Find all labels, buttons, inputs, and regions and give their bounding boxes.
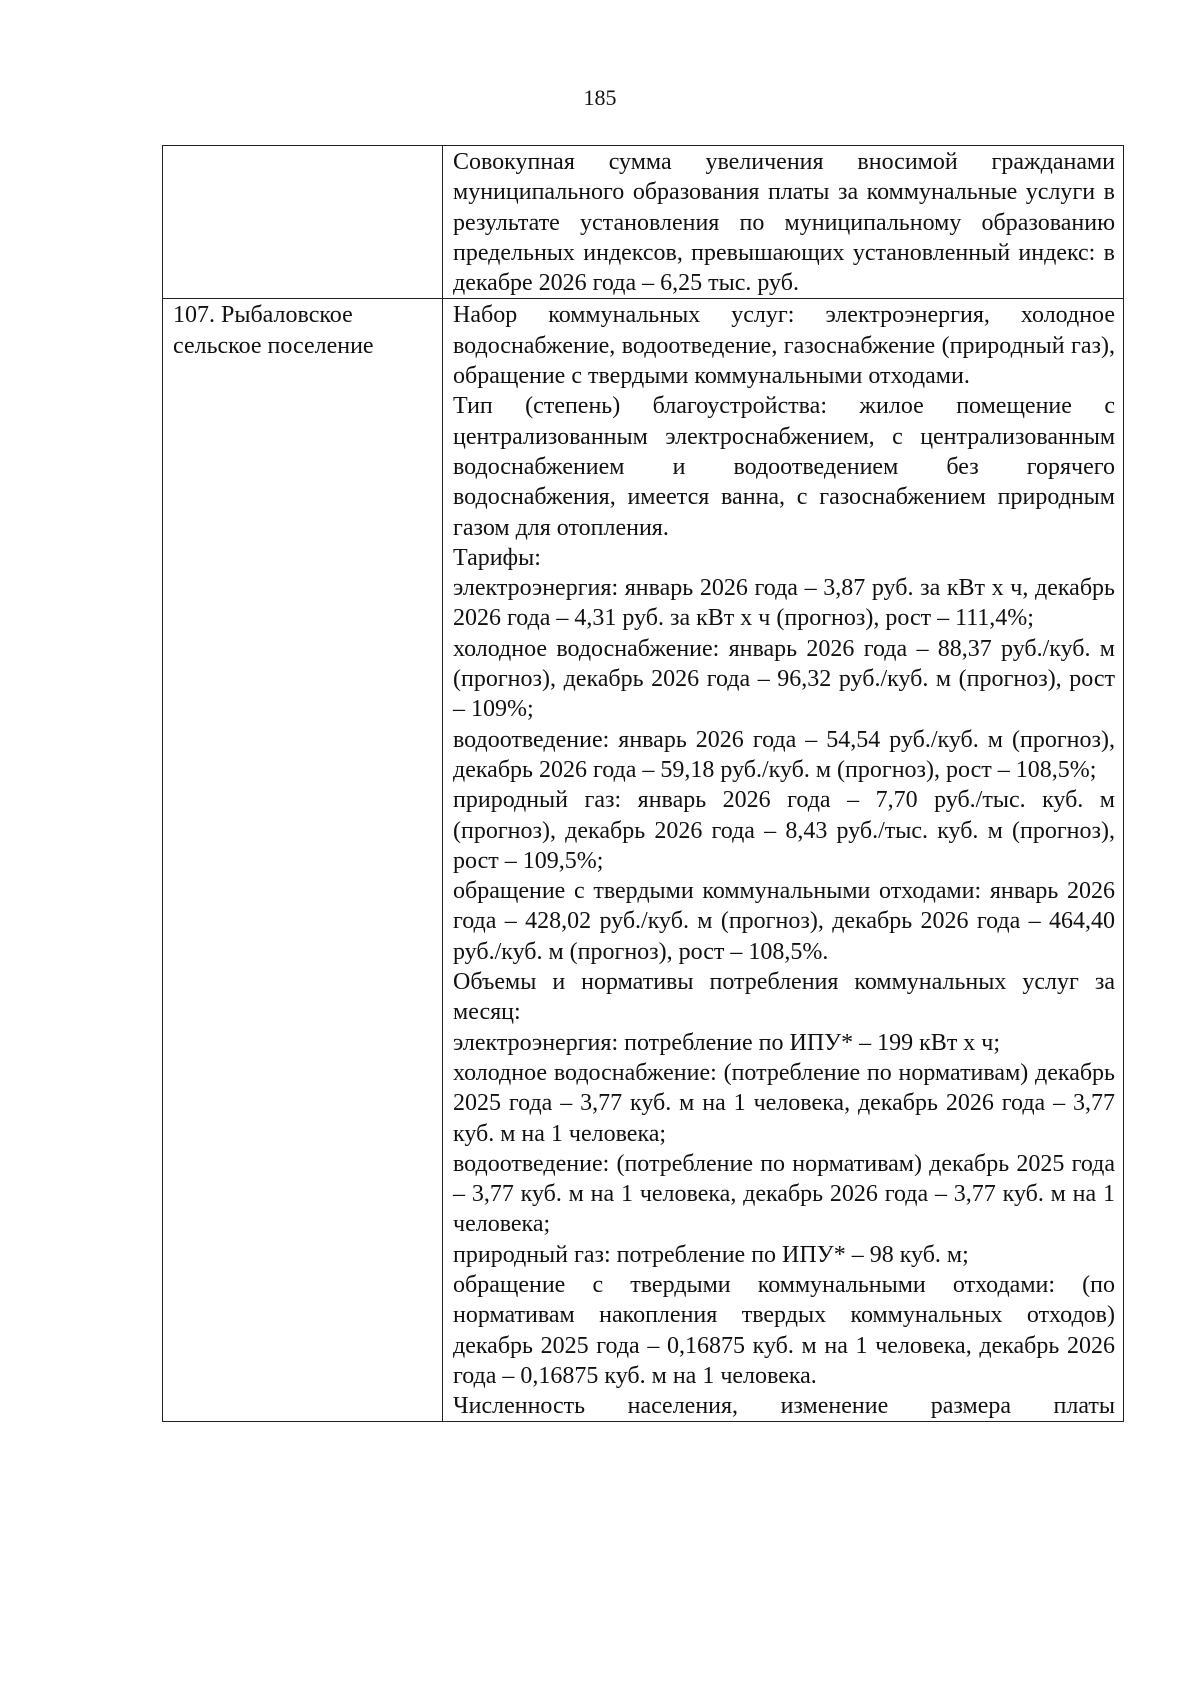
paragraph: Тарифы: (453, 544, 541, 571)
paragraph: Совокупная сумма увеличения вносимой гражданами муниципального образования платы за коммунальные услуги в результате установления по муниципальному образованию предельных индексов, превышающих установленный индекс: в декабре 2026 года – 6,25 тыс. руб. (453, 149, 1115, 297)
paragraph: электроэнергия: потребление по ИПУ* – 199 кВт х ч; (453, 1029, 1001, 1056)
paragraph: природный газ: потребление по ИПУ* – 98 куб. м; (453, 1241, 969, 1268)
municipality-cell (163, 146, 443, 299)
paragraph: обращение с твердыми коммунальными отходами: (по нормативам накопления твердых коммунальных отходов) декабрь 2025 года – 0,16875 куб. м на 1 человека, декабрь 2026 года – 0,16875 куб. м на 1 человека. (453, 1271, 1115, 1389)
description-cell (443, 299, 1124, 1422)
paragraph: Численность населения, изменение размера платы (453, 1393, 1115, 1420)
table-row (163, 146, 1124, 299)
paragraph: Объемы и нормативы потребления коммунальных услуг за месяц: (453, 969, 1115, 1026)
paragraph: электроэнергия: январь 2026 года – 3,87 руб. за кВт х ч, декабрь 2026 года – 4,31 руб. за кВт х ч (прогноз), рост – 111,4%; (453, 575, 1115, 632)
municipality-cell: 107. Рыбаловское сельское поселение (163, 299, 443, 1422)
table-row (163, 299, 1124, 1422)
paragraph: холодное водоснабжение: январь 2026 года – 88,37 руб./куб. м (прогноз), декабрь 2026 года – 96,32 руб./куб. м (прогноз), рост – 109%; (453, 635, 1115, 723)
paragraph: природный газ: январь 2026 года – 7,70 руб./тыс. куб. м (прогноз), декабрь 2026 года – 8,43 руб./тыс. куб. м (прогноз), рост – 109,5%; (453, 787, 1115, 874)
paragraph: обращение с твердыми коммунальными отходами: январь 2026 года – 428,02 руб./куб. м (прогноз), декабрь 2026 года – 464,40 руб./куб. м (прогноз), рост – 108,5%. (453, 878, 1115, 965)
paragraph: водоотведение: (потребление по нормативам) декабрь 2025 года – 3,77 куб. м на 1 человека, декабрь 2026 года – 3,77 куб. м на 1 человека; (453, 1150, 1115, 1238)
paragraph: холодное водоснабжение: (потребление по нормативам) декабрь 2025 года – 3,77 куб. м на 1 человека, декабрь 2026 года – 3,77 куб. м на 1 человека; (453, 1059, 1115, 1147)
page-number: 185 (583, 85, 617, 110)
paragraph: Набор коммунальных услуг: электроэнергия, холодное водоснабжение, водоотведение, газоснабжение (природный газ), обращение с твердыми коммунальными отходами. (453, 302, 1115, 390)
paragraph: Тип (степень) благоустройства: жилое помещение с централизованным электроснабжением, с централизованным водоснабжением и водоотведением без горячего водоснабжения, имеется ванна, с газоснабжением природным газом для отопления. (453, 393, 1115, 541)
description-cell (443, 146, 1124, 299)
data-table (162, 145, 1124, 1422)
paragraph: водоотведение: январь 2026 года – 54,54 руб./куб. м (прогноз), декабрь 2026 года – 59,18 руб./куб. м (прогноз), рост – 108,5%; (453, 726, 1115, 783)
